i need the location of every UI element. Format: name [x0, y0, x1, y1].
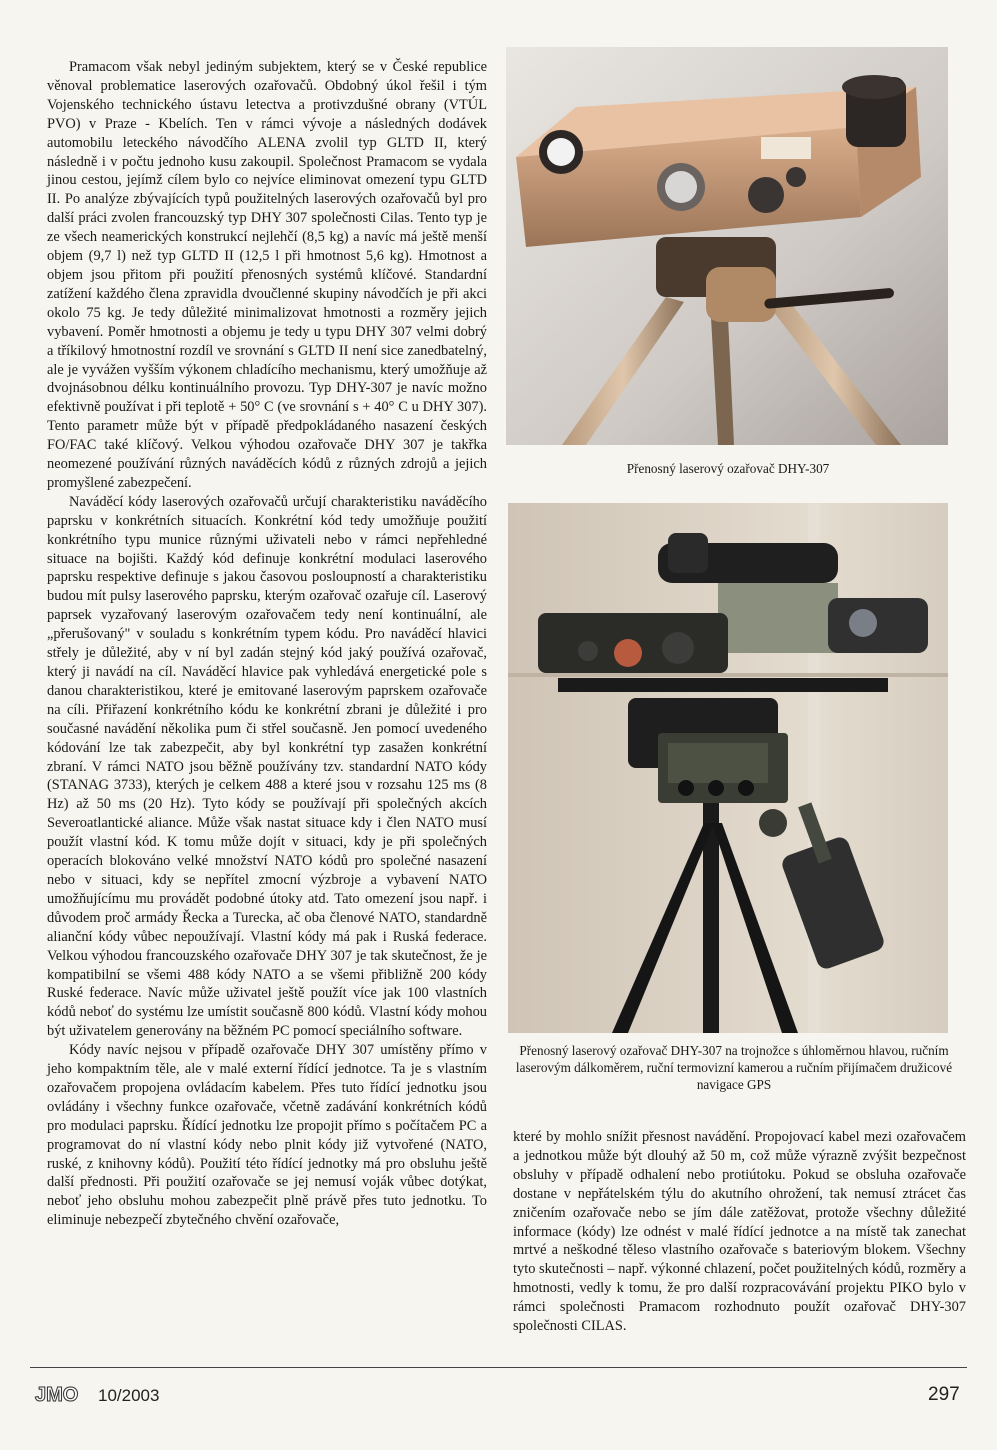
- footer-divider: [30, 1367, 967, 1368]
- tripod-setup-illustration: [508, 503, 948, 1033]
- page-number: 297: [928, 1384, 960, 1405]
- issue-number: 10/2003: [98, 1386, 160, 1405]
- paragraph: Naváděcí kódy laserových ozařovačů určují charakteristiku naváděcího paprsku v konkrétních situacích. Konkrétní kód tedy umožňuje použití konkrétního typu munice různými uživateli nebo v rámci nepřehledné situace na bojišti. Každý kód definuje konkrétní modulaci laserového paprsku respektive definuje s jakou časovou posloupností a charakteristiku budou mít pulsy laserového paprsku, kterým ozařovač ozařuje cíl. Laserový paprsek vyzařovaný laserovým ozařovačem tedy není kontinuální, ale „přerušovaný" v souladu s konkrétním typem kódu. Pro naváděcí hlavici střely je důležité, aby v ní byl zadán stejný kód jaký používá ozařovač, který ji navádí na cíl. Naváděcí hlavice pak vyhledává energetické pole s danou charakteristikou, které je emitované laserovým paprskem ozařovače na cíli. Přiřazení konkrétního kódu ke konkrétní zbrani je důležité i pro současné navádění několika pum či střel současně. Jen pomocí uvedeného kódování lze tak zabezpečit, aby byl konkrétní typ zasažen konkrétní zbraní. V rámci NATO jsou běžně používány tzv. standardní NATO kódy (STANAG 3733), kterých je celkem 488 a které jsou v rozsahu 125 ms (8 Hz) až 50 ms (20 Hz). Tyto kódy se používají při společných akcích Severoatlantické aliance. Může však nastat situace kdy i člen NATO musí použít vlastní kód. K tomu může dojít v situaci, kdy je při společných operacích blokováno velké množství NATO kódů pro společné nasazení nebo v situaci, kdy se nepřítel zmocní výzbroje a vybavení NATO umožňujícímu mu provádět podobné útoky atd. Tato omezení jsou např. i důvodem proč armády Řecka a Turecka, ač oba členové NATO, standardně alianční kódy vůbec nepoužívají. Vlastní kódy má pak i Ruská federace. Velkou výhodou francouzského ozařovače DHY 307 je tak skutečnost, že je kompatibilní se všemi 488 kódy NATO a se všemi přibližně 200 kódy Ruské federace. Navíc může uživatel ještě použít více jak 100 vlastních kódů neboť do systému lze umístit současně 800 kódů. Vlastní kódy mohou být uživatelem generovány na běžném PC pomocí speciálního software.: [47, 493, 487, 1040]
- photo-dhy307-tripod-setup: [508, 503, 948, 1033]
- photo-dhy307-laser-designator: [506, 47, 948, 445]
- photo1-caption: Přenosný laserový ozařovač DHY-307: [626, 461, 830, 476]
- paragraph: Pramacom však nebyl jediným subjektem, který se v České republice věnoval problematice laserových ozařovačů. Obdobný úkol řešil i tým Vojenského technického ústavu letectva a protivzdušné obrany (VTÚL PVO) v Praze - Kbelích. Ten v rámci vývoje a následných dodávek automobilu leteckého návodčího ALENA zvolil typ GLTD II, který následně i v počtu jednoho kusu zakoupil. Společnost Pramacom se vydala jinou cestou, jejímž cílem bylo co nejvíce eliminovat omezení typu GLTD II. Po analýze zbývajících typů použitelných laserových ozařovačů byl pro další práci zvolen francouzský typ DHY 307 společnosti Cilas. Tento typ je ze všech neamerických konstrukcí nejlehčí (8,5 kg) a navíc má ještě menší objem (9,7 l) než typ GLTD II (12,5 l při hmotnost 5,6 kg). Hmotnost a objem jsou přitom při použití přenosných systémů klíčové. Standardní zatížení každého člena zpravidla dvoučlenné skupiny návodčích je při akci okolo 75 kg. Je tedy důležité minimalizovat hmotnosti a rozměry jejich vybavení. Poměr hmotnosti a objemu je tedy u typu DHY 307 velmi dobrý a tříkilový hmotnostní rozdíl ve srovnání s GLTD II není sice zanedbatelný, ale je vyvážen vyšším výkonem chladícího mechanismu, který umožňuje až dvojnásobnou délku kontinuálního provozu. Typ DHY-307 je navíc možno efektivně používat i při teplotě + 50° C (ve srovnání s + 40° C u DHY 307). Tento parametr může být v případě předpokládaného nasazení českých FO/FAC také klíčový. Velkou výhodou ozařovače DHY 307 je takřka neomezené používání různých naváděcích kódů z různých zdrojů a jejich promyšlené zabezpečení.: [47, 59, 487, 491]
- magazine-logo: JMO: [35, 1384, 79, 1406]
- photo2-caption: Přenosný laserový ozařovač DHY-307 na trojnožce s úhloměrnou hlavou, ručním laserovým dálkoměrem, ruční termovizní kamerou a ručním přijímačem družicové navigace GPS: [515, 1043, 953, 1092]
- left-text-column: [47, 58, 487, 1230]
- right-text-column: [513, 1128, 966, 1336]
- paragraph: které by mohlo snížit přesnost navádění. Propojovací kabel mezi ozařovačem a jednotkou může být dlouhý až 50 m, což může výrazně zvýšit bezpečnost obsluhy v případě odhalení nebo protiútoku. Pokud se obsluha ozařovače dostane v nepřátelském týlu do akutního ohrožení, tak nemusí ztrácet čas zničením ozařovače nebo se jím dále zatěžovat, protože všechny důležité informace (kódy) lze odnést v malé řídící jednotce a na místě tak zanechat mrtvé a neškodné těleso vlastního ozařovače s bateriovým blokem. Všechny tyto skutečnosti – např. výkonné chlazení, počet použitelných kódů, rozměry a hmotnosti, vedly k tomu, že pro další rozpracovávání projektu PIKO bylo v rámci společnosti Pramacom rozhodnuto použít ozařovač DHY-307 společnosti CILAS.: [513, 1129, 966, 1335]
- laser-designator-illustration: [506, 47, 948, 445]
- paragraph: Kódy navíc nejsou v případě ozařovače DHY 307 umístěny přímo v jeho kompaktním těle, ale v malé externí řídící jednotce. Ta je s vlastním ozařovačem propojena ovládacím kabelem. Přes tuto řídící jednotku jsou ovládány i všechny funkce ozařovače, včetně zadávání konkrétních kódů pro modulaci paprsku. Řídící jednotku lze propojit přímo s počítačem PC a programovat do ní vlastní kódy nebo plnit kódy již vytvořené (NATO, ruské, z knihovny kódů). Použití této řídící jednotky má pro obsluhu ještě další přednosti. Při použití ozařovače se jej nemusí voják vůbec dotýkat, neboť jeho obsluhu mohou zabezpečit plně právě přes tuto jednotku. To eliminuje nebezpečí zbytečného chvění ozařovače,: [47, 1042, 487, 1229]
